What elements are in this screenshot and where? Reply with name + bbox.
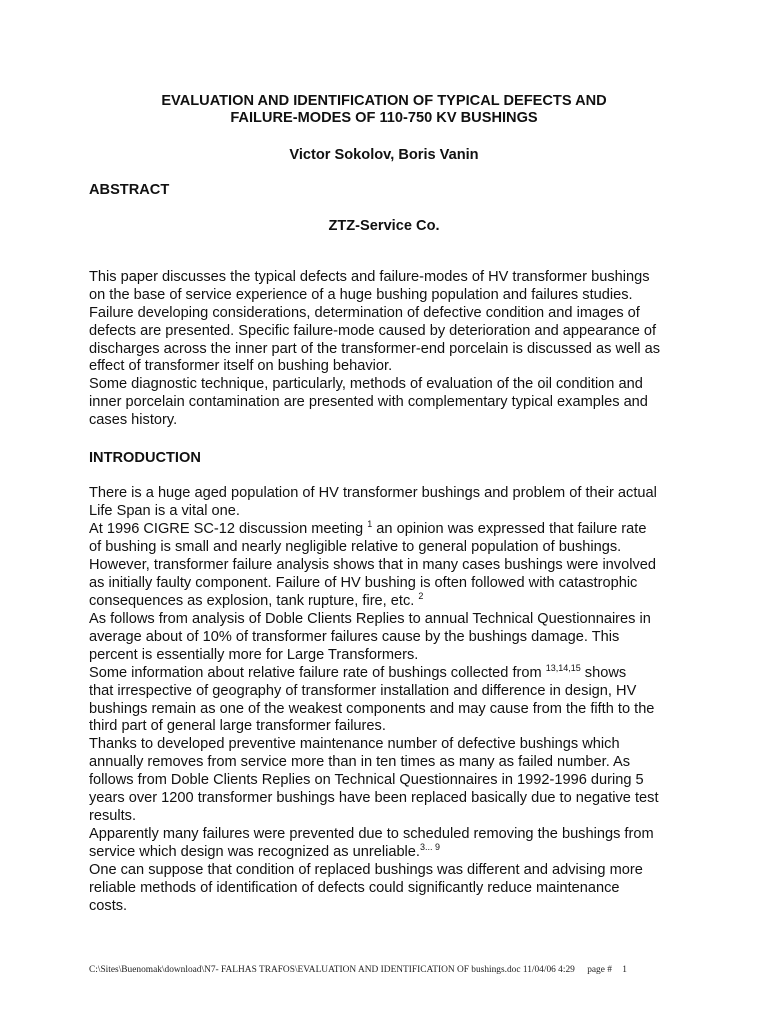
citation-superscript: 13,14,15 (545, 662, 581, 673)
intro-text: Some information about relative failure rate of bushings collected from (89, 664, 546, 681)
intro-line: There is a huge aged population of HV transformer bushings and problem of their actual (89, 485, 657, 501)
citation-superscript: 1 (367, 518, 373, 529)
intro-line: reliable methods of identification of defects could significantly reduce maintenance (89, 879, 620, 896)
citation-superscript: 3... 9 (419, 841, 440, 852)
abstract-line: cases history. (89, 412, 178, 429)
intro-line: that irrespective of geography of transformer installation and difference in design, HV (89, 682, 637, 699)
intro-text: consequences as explosion, tank rupture, fire, etc. (89, 592, 419, 609)
intro-line: Apparently many failures were prevented due to scheduled removing the bushings from (89, 825, 654, 842)
paper-authors: Victor Sokolov, Boris Vanin (289, 147, 479, 163)
abstract-line: defects are presented. Specific failure-mode caused by deterioration and appearance of (89, 322, 657, 339)
abstract-paragraph (89, 269, 689, 430)
intro-line: third part of general large transformer failures. (89, 718, 386, 735)
footer-page-number: 1 (622, 965, 627, 975)
intro-line: Thanks to developed preventive maintenance number of defective bushings which (89, 736, 620, 753)
intro-line: average about of 10% of transformer failures cause by the bushings damage. This (89, 628, 620, 645)
intro-line: However, transformer failure analysis shows that in many cases bushings were involved (89, 556, 656, 573)
intro-line: of bushing is small and nearly negligible relative to general population of bushings. (89, 538, 622, 555)
author-affiliation: ZTZ-Service Co. (328, 218, 440, 234)
intro-text: At 1996 CIGRE SC-12 discussion meeting (89, 520, 368, 537)
paper-title-line-1: EVALUATION AND IDENTIFICATION OF TYPICAL DEFECTS AND (161, 93, 607, 109)
abstract-line: discharges across the inner part of the transformer-end porcelain is discussed as well as (89, 340, 661, 357)
intro-line (89, 662, 689, 683)
intro-line: follows from Doble Clients Replies on Technical Questionnaires in 1992-1996 during 5 (89, 772, 644, 789)
footer-page-label: page # (587, 965, 612, 975)
intro-line: results. (89, 807, 137, 824)
citation-superscript: 2 (418, 590, 424, 601)
intro-line: years over 1200 transformer bushings have been replaced basically due to negative test (89, 790, 659, 807)
paper-title-line-2: FAILURE-MODES OF 110-750 KV BUSHINGS (230, 110, 538, 126)
intro-line (89, 590, 689, 611)
abstract-line: Some diagnostic technique, particularly, methods of evaluation of the oil condition and (89, 376, 643, 393)
page-footer (89, 964, 689, 976)
intro-line: annually removes from service more than in ten times as many as failed number. As (89, 754, 631, 771)
abstract-heading: ABSTRACT (89, 182, 170, 198)
introduction-body (89, 485, 689, 916)
intro-line: as initially faulty component. Failure of HV bushing is often followed with catastrophic (89, 574, 638, 591)
intro-text: service which design was recognized as unreliable. (89, 843, 420, 860)
abstract-line: Failure developing considerations, determination of defective condition and images of (89, 304, 640, 321)
intro-line: percent is essentially more for Large Transformers. (89, 646, 419, 663)
intro-line: costs. (89, 897, 128, 914)
intro-line: Life Span is a vital one. (89, 502, 240, 519)
abstract-line: inner porcelain contamination are presented with complementary typical examples and (89, 394, 648, 411)
abstract-line: on the base of service experience of a huge bushing population and failures studies. (89, 286, 633, 303)
intro-text: an opinion was expressed that failure rate (372, 520, 647, 537)
intro-text: shows (580, 664, 627, 681)
abstract-line: This paper discusses the typical defects and failure-modes of HV transformer bushings (89, 269, 650, 285)
intro-line: bushings remain as one of the weakest components and may cause from the fifth to the (89, 700, 655, 717)
abstract-line: effect of transformer itself on bushing behavior. (89, 358, 393, 375)
intro-line: One can suppose that condition of replaced bushings was different and advising more (89, 861, 643, 878)
introduction-heading: INTRODUCTION (89, 450, 201, 466)
intro-line (89, 841, 689, 862)
footer-file-path: C:\Sites\Buenomak\download\N7- FALHAS TRAFOS\EVALUATION AND IDENTIFICATION OF bushings.doc 11/04/06 4:29 (89, 965, 575, 975)
intro-line (89, 518, 689, 539)
intro-line: As follows from analysis of Doble Clients Replies to annual Technical Questionnaires in (89, 610, 651, 627)
